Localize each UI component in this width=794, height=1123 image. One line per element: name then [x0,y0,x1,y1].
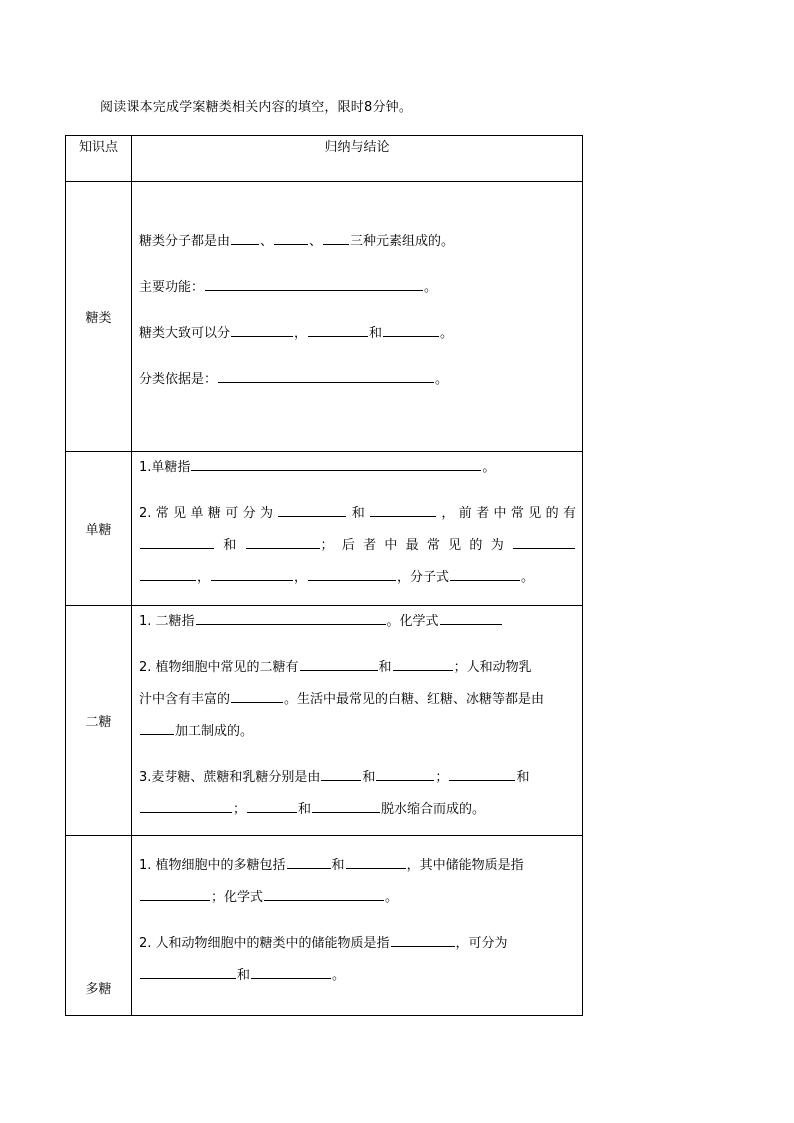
blank[interactable] [308,322,368,337]
blank[interactable] [218,368,434,383]
dantang-line-3: 和 ；后者中最常见的为 [139,530,576,562]
blank[interactable] [312,798,380,813]
blank[interactable] [211,566,293,581]
blank[interactable] [140,566,196,581]
header-row [66,136,583,182]
duotang-line-1: 1. 植物细胞中的多糖包括 和 ，其中储能物质是指 [139,850,576,882]
blank[interactable] [140,720,174,735]
ertang-line-4: 加工制成的。 [139,716,576,748]
blank[interactable] [383,322,439,337]
row-tanglei [66,182,583,452]
blank[interactable] [323,230,349,245]
ertang-line-5: 3.麦芽糖、蔗糖和乳糖分别是由 和 ； 和 [139,762,576,794]
blank[interactable] [251,964,331,979]
blank[interactable] [247,798,297,813]
blank[interactable] [376,766,434,781]
blank[interactable] [246,534,320,549]
tanglei-line-4: 分类依据是： 。 [139,364,576,396]
blank[interactable] [450,566,520,581]
row-dantang [66,452,583,606]
blank[interactable] [140,964,236,979]
blank[interactable] [321,766,361,781]
dantang-line-2: 2.常见单糖可分为 和 ，前者中常见的有 [139,498,576,530]
blank[interactable] [196,610,386,625]
tanglei-line-2: 主要功能： 。 [139,272,576,304]
blank[interactable] [391,932,455,947]
row-duotang [66,836,583,1016]
content-tanglei [132,182,583,452]
worksheet-table [65,135,583,1016]
ertang-line-2: 2. 植物细胞中常见的二糖有 和 ；人和动物乳 [139,652,576,684]
duotang-line-3: 2. 人和动物细胞中的糖类中的储能物质是指 ，可分为 [139,928,576,960]
dantang-line-4: ， ， ，分子式 。 [139,562,576,594]
blank[interactable] [346,854,406,869]
topic-dantang: 单糖 [66,452,132,606]
blank[interactable] [278,502,346,517]
blank[interactable] [205,276,423,291]
blank[interactable] [264,886,384,901]
topic-duotang: 多糖 [66,836,132,1016]
content-duotang [132,836,583,1016]
dantang-line-1: 1.单糖指 。 [139,452,576,484]
tanglei-line-1: 糖类分子都是由 、 、 三种元素组成的。 [139,226,576,258]
blank[interactable] [191,456,481,471]
blank[interactable] [140,534,214,549]
duotang-line-2: ；化学式 。 [139,882,576,914]
blank[interactable] [287,854,331,869]
content-ertang [132,606,583,836]
topic-tanglei: 糖类 [66,182,132,452]
tanglei-line-3: 糖类大致可以分 ， 和 。 [139,318,576,350]
ertang-line-6: ； 和 脱水缩合而成的。 [139,794,576,826]
blank[interactable] [231,322,293,337]
blank[interactable] [440,610,502,625]
blank[interactable] [370,502,436,517]
ertang-line-3: 汁中含有丰富的 。生活中最常见的白糖、红糖、冰糖等都是由 [139,684,576,716]
blank[interactable] [308,566,396,581]
instruction-text: 阅读课本完成学案糖类相关内容的填空，限时8分钟。 [100,100,413,115]
content-dantang [132,452,583,606]
header-content: 归纳与结论 [132,136,583,182]
blank[interactable] [231,688,283,703]
blank[interactable] [140,798,232,813]
row-ertang [66,606,583,836]
blank[interactable] [140,886,210,901]
header-topic: 知识点 [66,136,132,182]
blank[interactable] [393,656,453,671]
blank[interactable] [274,230,308,245]
blank[interactable] [300,656,378,671]
blank[interactable] [513,534,575,549]
blank[interactable] [231,230,259,245]
duotang-line-4: 和 。 [139,960,576,992]
blank[interactable] [449,766,515,781]
topic-ertang: 二糖 [66,606,132,836]
ertang-line-1: 1. 二糖指 。化学式 [139,606,576,638]
